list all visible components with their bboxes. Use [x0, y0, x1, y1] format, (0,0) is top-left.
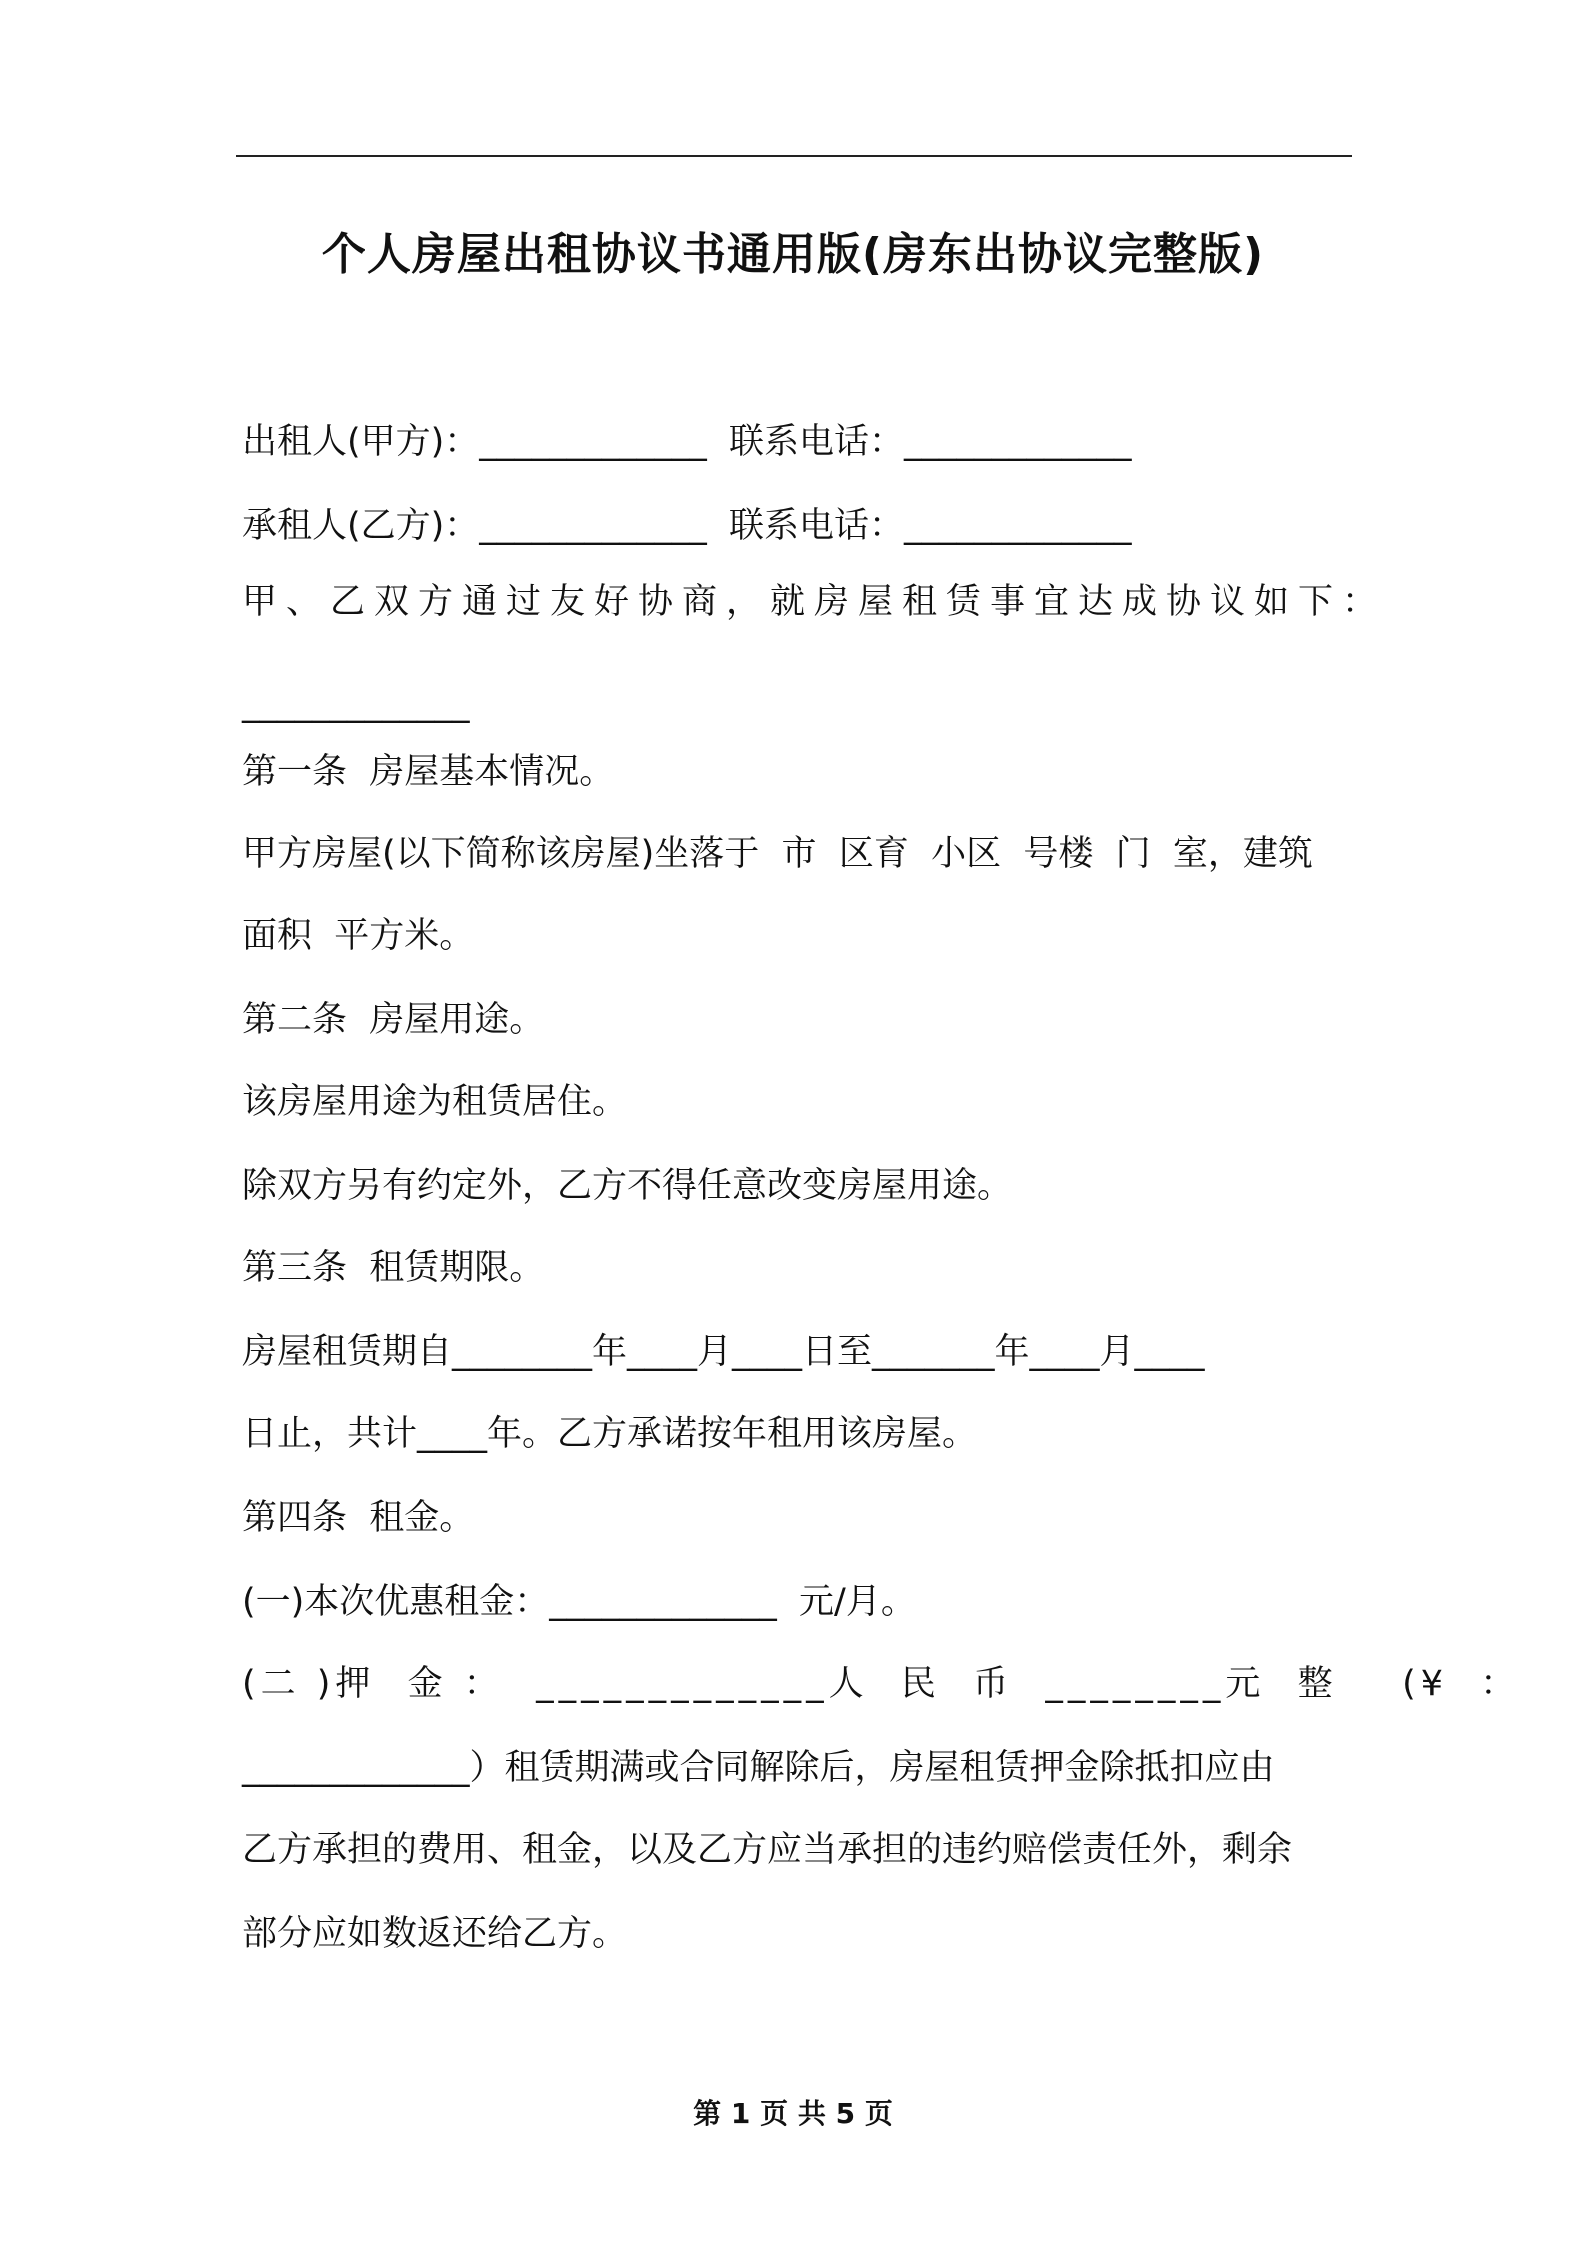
- lessee-line: 承租人(乙方)：_____________ 联系电话：_____________: [242, 506, 1132, 546]
- header-rule: [236, 155, 1352, 157]
- blank-line: _____________: [242, 684, 470, 724]
- article-1-body-1: 甲方房屋(以下简称该房屋)坐落于 市 区育 小区 号楼 门 室，建筑: [242, 834, 1313, 874]
- document-title: 个人房屋出租协议书通用版(房东出协议完整版): [321, 229, 1265, 280]
- article-2-body-2: 除双方另有约定外，乙方不得任意改变房屋用途。: [242, 1166, 1013, 1206]
- article-2-heading: 第二条 房屋用途。: [242, 1000, 545, 1040]
- article-3-heading: 第三条 租赁期限。: [242, 1248, 545, 1288]
- deposit-clause-3: 乙方承担的费用、租金，以及乙方应当承担的违约赔偿责任外，剩余: [242, 1830, 1293, 1870]
- article-1-body-2: 面积 平方米。: [242, 916, 475, 956]
- article-3-body-2: 日止，共计____年。乙方承诺按年租用该房屋。: [242, 1414, 978, 1454]
- article-3-body-1: 房屋租赁期自________年____月____日至_______年____月____: [242, 1332, 1205, 1372]
- article-1-heading: 第一条 房屋基本情况。: [242, 752, 615, 792]
- deposit-clause-4: 部分应如数返还给乙方。: [242, 1914, 628, 1954]
- rent-clause: (一)本次优惠租金：_____________ 元/月。: [242, 1582, 916, 1622]
- agreement-intro: 甲、乙双方通过友好协商，就房屋租赁事宜达成协议如下：: [242, 582, 1387, 622]
- deposit-clause-1: (二 )押 金 ： _____________人 民 币 ________元 整 (¥ ：: [242, 1664, 1521, 1704]
- lessor-line: 出租人(甲方)：_____________ 联系电话：_____________: [242, 422, 1132, 462]
- article-2-body-1: 该房屋用途为租赁居住。: [242, 1082, 628, 1122]
- article-4-heading: 第四条 租金。: [242, 1498, 475, 1538]
- page-number: 第 1 页 共 5 页: [693, 2097, 893, 2130]
- deposit-clause-2: _____________）租赁期满或合同解除后，房屋租赁押金除抵扣应由: [242, 1748, 1275, 1788]
